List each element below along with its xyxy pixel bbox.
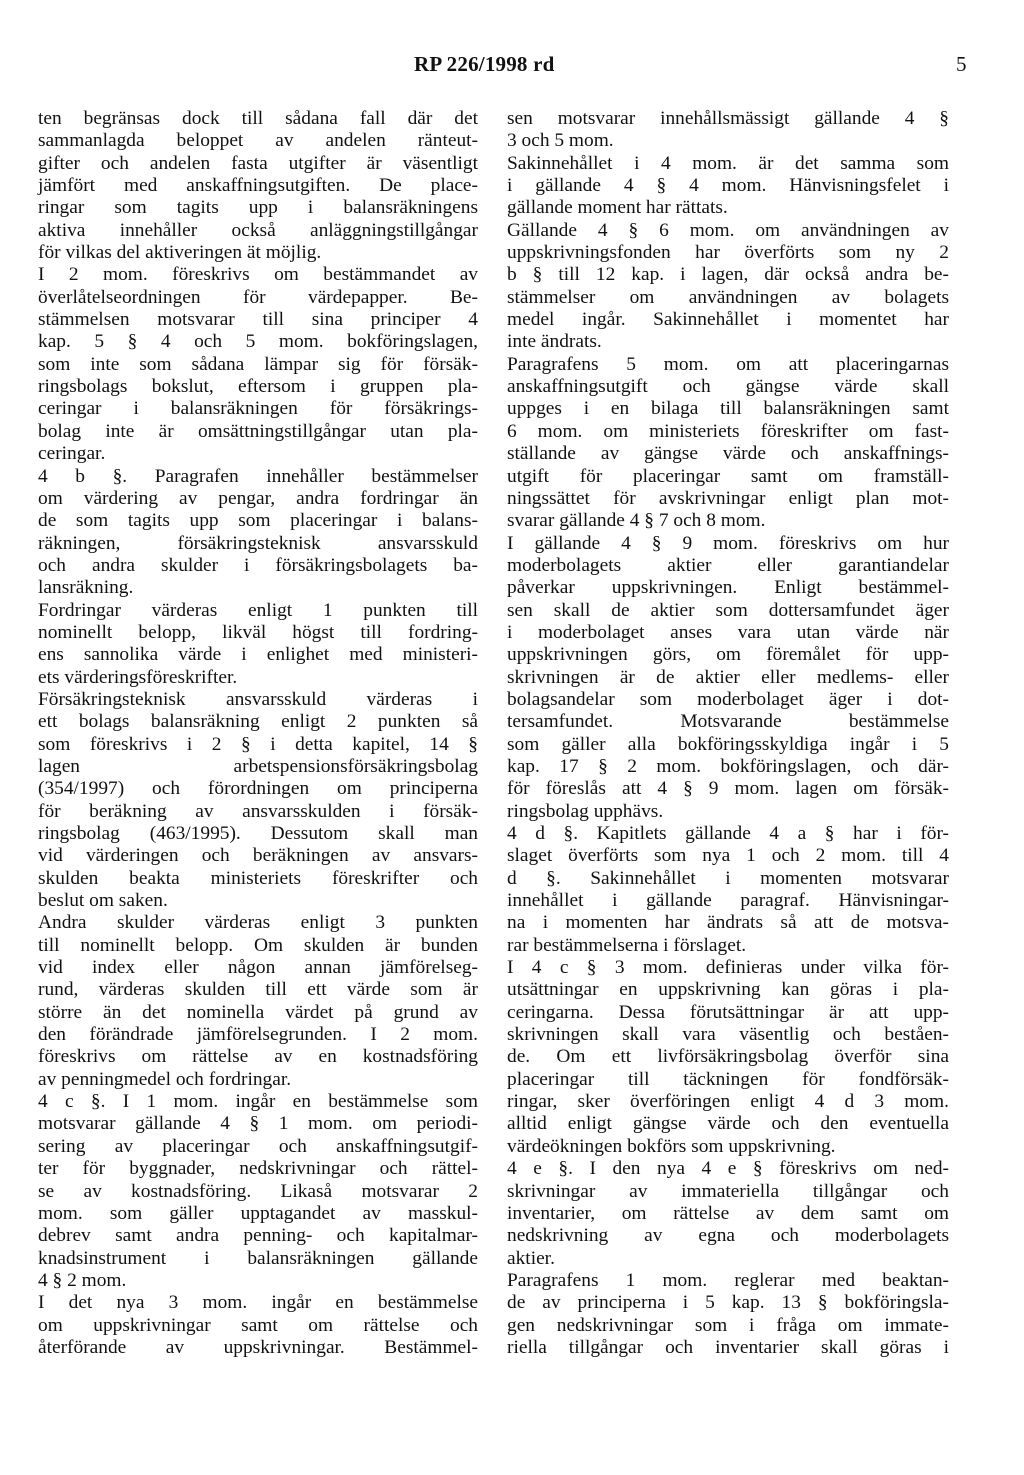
text-line: större än det nominella värdet på grund av xyxy=(38,1001,478,1023)
page-number: 5 xyxy=(956,52,967,76)
text-line: ningssättet för avskrivningar enligt plan mot- xyxy=(507,487,949,509)
text-line: ställande av gängse värde och anskaffnings- xyxy=(507,443,949,465)
text-line: debrev samt andra penning- och kapitalmar- xyxy=(38,1225,478,1247)
text-line: tersamfundet. Motsvarande bestämmelse xyxy=(507,711,949,733)
text-line: lagen arbetspensionsförsäkringsbolag xyxy=(38,755,478,777)
text-line: utsättningar en uppskrivning kan göras i pla- xyxy=(507,979,949,1001)
text-line: se av kostnadsföring. Likaså motsvarar 2 xyxy=(38,1180,478,1202)
text-line: lansräkning. xyxy=(38,577,134,599)
text-line: 6 mom. om ministeriets föreskrifter om fast- xyxy=(507,420,949,442)
text-line: riella tillgångar och inventarier skall göras i xyxy=(507,1336,949,1358)
text-line: ringsbolag (463/1995). Dessutom skall man xyxy=(38,823,478,844)
text-line: moderbolagets aktier eller garantiandelar xyxy=(507,554,949,576)
text-line: överlåtelseordningen för värdepapper. Be- xyxy=(38,286,478,308)
text-line: de. Om ett livförsäkringsbolag överför sina xyxy=(507,1046,949,1068)
text-line: rund, värderas skulden till ett värde som är xyxy=(38,979,478,1001)
text-line: nedskrivning av egna och moderbolagets xyxy=(507,1225,949,1247)
text-line: räkningen, försäkringsteknisk ansvarsskuld xyxy=(38,532,478,554)
text-line: aktier. xyxy=(507,1247,555,1269)
text-line: för beräkning av ansvarsskulden i försäk- xyxy=(38,800,478,822)
text-line: de som tagits upp som placeringar i balans- xyxy=(38,510,478,532)
text-line: i gällande 4 § 4 mom. Hänvisningsfelet i xyxy=(507,175,949,197)
text-line: utgift för placeringar samt om framställ- xyxy=(507,465,949,487)
text-line: d §. Sakinnehållet i momenten motsvarar xyxy=(507,867,949,889)
text-line: i moderbolaget anses vara utan värde när xyxy=(507,621,949,643)
text-line: I det nya 3 mom. ingår en bestämmelse xyxy=(38,1292,478,1314)
text-line: inventarier, om rättelse av dem samt om xyxy=(507,1202,949,1224)
text-line: sen skall de aktier som dottersamfundet äger xyxy=(507,599,949,621)
text-line: kap. 17 § 2 mom. bokföringslagen, och där- xyxy=(507,755,949,777)
text-line: svarar gällande 4 § 7 och 8 mom. xyxy=(507,510,766,532)
text-line: ten begränsas dock till sådana fall där det xyxy=(38,108,478,129)
text-line: om värdering av pengar, andra fordringar än xyxy=(38,487,478,509)
text-line: 4 e §. I den nya 4 e § föreskrivs om ned- xyxy=(507,1158,949,1180)
text-line: mom. som gäller upptagandet av masskul- xyxy=(38,1202,478,1224)
text-line: slaget överförts som nya 1 och 2 mom. till 4 xyxy=(507,845,949,867)
text-line: stämmelser om användningen av bolagets xyxy=(507,286,949,308)
text-line: skulden beakta ministeriets föreskrifter och xyxy=(38,867,478,889)
text-line: ens sannolika värde i enlighet med ministeri- xyxy=(38,644,478,666)
text-line: ringsbolags bokslut, eftersom i gruppen pla- xyxy=(38,376,478,398)
text-line: b § till 12 kap. i lagen, där också andra be- xyxy=(507,264,949,286)
text-line: rar bestämmelserna i förslaget. xyxy=(507,934,747,956)
text-line: ceringar. xyxy=(38,443,106,465)
text-line: om uppskrivningar samt om rättelse och xyxy=(38,1314,478,1336)
text-line: motsvarar gällande 4 § 1 mom. om periodi- xyxy=(38,1113,478,1135)
text-line: de av principerna i 5 kap. 13 § bokföringsla- xyxy=(507,1292,949,1314)
text-line: uppskrivningen görs, om föremålet för upp- xyxy=(507,644,949,666)
text-line: medel ingår. Sakinnehållet i momentet har xyxy=(507,309,949,331)
text-line: och andra skulder i försäkringsbolagets ba- xyxy=(38,554,478,576)
text-line: gällande moment har rättats. xyxy=(507,197,728,219)
text-line: för vilkas del aktiveringen ät möjlig. xyxy=(38,242,322,264)
text-line: 4 b §. Paragrafen innehåller bestämmelser xyxy=(38,465,478,487)
text-line: stämmelsen motsvarar till sina principer 4 xyxy=(38,309,478,331)
text-line: påverkar uppskrivningen. Enligt bestämmel- xyxy=(507,577,949,599)
text-line: Andra skulder värderas enligt 3 punkten xyxy=(38,912,478,934)
text-line: knadsinstrument i balansräkningen gällande xyxy=(38,1247,478,1269)
running-header: RP 226/1998 rd xyxy=(414,52,555,76)
text-line: 3 och 5 mom. xyxy=(507,130,614,152)
text-line: av penningmedel och fordringar. xyxy=(38,1068,292,1090)
text-line: gifter och andelen fasta utgifter är väsentligt xyxy=(38,152,478,174)
text-line: I 4 c § 3 mom. definieras under vilka för- xyxy=(507,957,949,979)
text-line: vid värderingen och beräkningen av ansvars- xyxy=(38,845,478,867)
text-line: ter för byggnader, nedskrivningar och rättel- xyxy=(38,1158,478,1180)
text-line: föreskrivs om rättelse av en kostnadsföring xyxy=(38,1046,478,1068)
text-line: Försäkringsteknisk ansvarsskuld värderas i xyxy=(38,688,478,710)
text-line: ceringarna. Dessa förutsättningar är att upp- xyxy=(507,1001,949,1023)
text-line: uppskrivningsfonden har överförts som ny 2 xyxy=(507,242,949,264)
text-line: innehållet i gällande paragraf. Hänvisningar- xyxy=(507,890,949,912)
text-line: ceringar i balansräkningen för försäkrings- xyxy=(38,398,478,420)
text-line: kap. 5 § 4 och 5 mom. bokföringslagen, xyxy=(38,331,478,353)
text-line: I 2 mom. föreskrivs om bestämmandet av xyxy=(38,264,478,286)
text-line: ringar som tagits upp i balansräkningens xyxy=(38,197,478,219)
text-line: Fordringar värderas enligt 1 punkten till xyxy=(38,599,478,621)
text-line: som inte som sådana lämpar sig för försäk- xyxy=(38,353,478,375)
text-line: bolag inte är omsättningstillgångar utan pla- xyxy=(38,420,478,442)
text-line: ringsbolag upphävs. xyxy=(507,800,664,822)
text-line: skrivningen skall vara väsentlig och beståen- xyxy=(507,1024,949,1046)
text-line: I gällande 4 § 9 mom. föreskrivs om hur xyxy=(507,532,949,554)
text-line: ett bolags balansräkning enligt 2 punkten så xyxy=(38,711,478,733)
text-line: sammanlagda beloppet av andelen ränteut- xyxy=(38,130,478,152)
text-line: (354/1997) och förordningen om principerna xyxy=(38,778,478,800)
text-line: Sakinnehållet i 4 mom. är det samma som xyxy=(507,152,949,174)
text-line: aktiva innehåller också anläggningstillgångar xyxy=(38,219,478,241)
text-line: Paragrafens 5 mom. om att placeringarnas xyxy=(507,353,949,375)
text-line: för föreslås att 4 § 9 mom. lagen om försäk- xyxy=(507,778,949,800)
text-line: 4 c §. I 1 mom. ingår en bestämmelse som xyxy=(38,1091,478,1113)
text-line: Gällande 4 § 6 mom. om användningen av xyxy=(507,219,949,241)
text-line: placeringar till täckningen för fondförsäk- xyxy=(507,1068,949,1090)
text-line: 4 § 2 mom. xyxy=(38,1269,127,1291)
text-line: Paragrafens 1 mom. reglerar med beaktan- xyxy=(507,1269,949,1291)
text-line: den förändrade jämförelsegrunden. I 2 mom. xyxy=(38,1024,478,1046)
text-line: na i momenten har ändrats så att de motsva- xyxy=(507,912,949,934)
text-line: ets värderingsföreskrifter. xyxy=(38,666,238,688)
text-line: inte ändrats. xyxy=(507,331,602,353)
text-line: återförande av uppskrivningar. Bestämmel- xyxy=(38,1336,478,1358)
text-line: vid index eller någon annan jämförelseg- xyxy=(38,957,478,979)
text-line: sen motsvarar innehållsmässigt gällande 4 § xyxy=(507,108,949,129)
text-line: uppges i en bilaga till balansräkningen samt xyxy=(507,398,949,420)
text-line: skrivningar av immateriella tillgångar och xyxy=(507,1180,949,1202)
text-line: beslut om saken. xyxy=(38,890,168,912)
text-line: bolagsandelar som moderbolaget äger i dot- xyxy=(507,688,949,710)
text-line: ringar, sker överföringen enligt 4 d 3 mom. xyxy=(507,1091,949,1113)
right-text-column xyxy=(507,108,949,1359)
text-line: nominellt belopp, likväl högst till fordring- xyxy=(38,621,478,643)
text-line: sering av placeringar och anskaffningsutgif- xyxy=(38,1135,478,1157)
text-line: som gäller alla bokföringsskyldiga ingår i 5 xyxy=(507,733,949,755)
text-line: jämfört med anskaffningsutgiften. De place- xyxy=(38,175,478,197)
text-line: alltid enligt gängse värde och den eventuella xyxy=(507,1113,949,1135)
text-line: 4 d §. Kapitlets gällande 4 a § har i för- xyxy=(507,823,949,844)
text-line: till nominellt belopp. Om skulden är bunden xyxy=(38,934,478,956)
text-line: värdeökningen bokförs som uppskrivning. xyxy=(507,1135,836,1157)
text-line: gen nedskrivningar som i fråga om immate- xyxy=(507,1314,949,1336)
text-line: skrivningen är de aktier eller medlems- eller xyxy=(507,666,949,688)
text-line: anskaffningsutgift och gängse värde skall xyxy=(507,376,949,398)
text-line: som föreskrivs i 2 § i detta kapitel, 14 § xyxy=(38,733,478,755)
left-text-column xyxy=(38,108,478,1359)
